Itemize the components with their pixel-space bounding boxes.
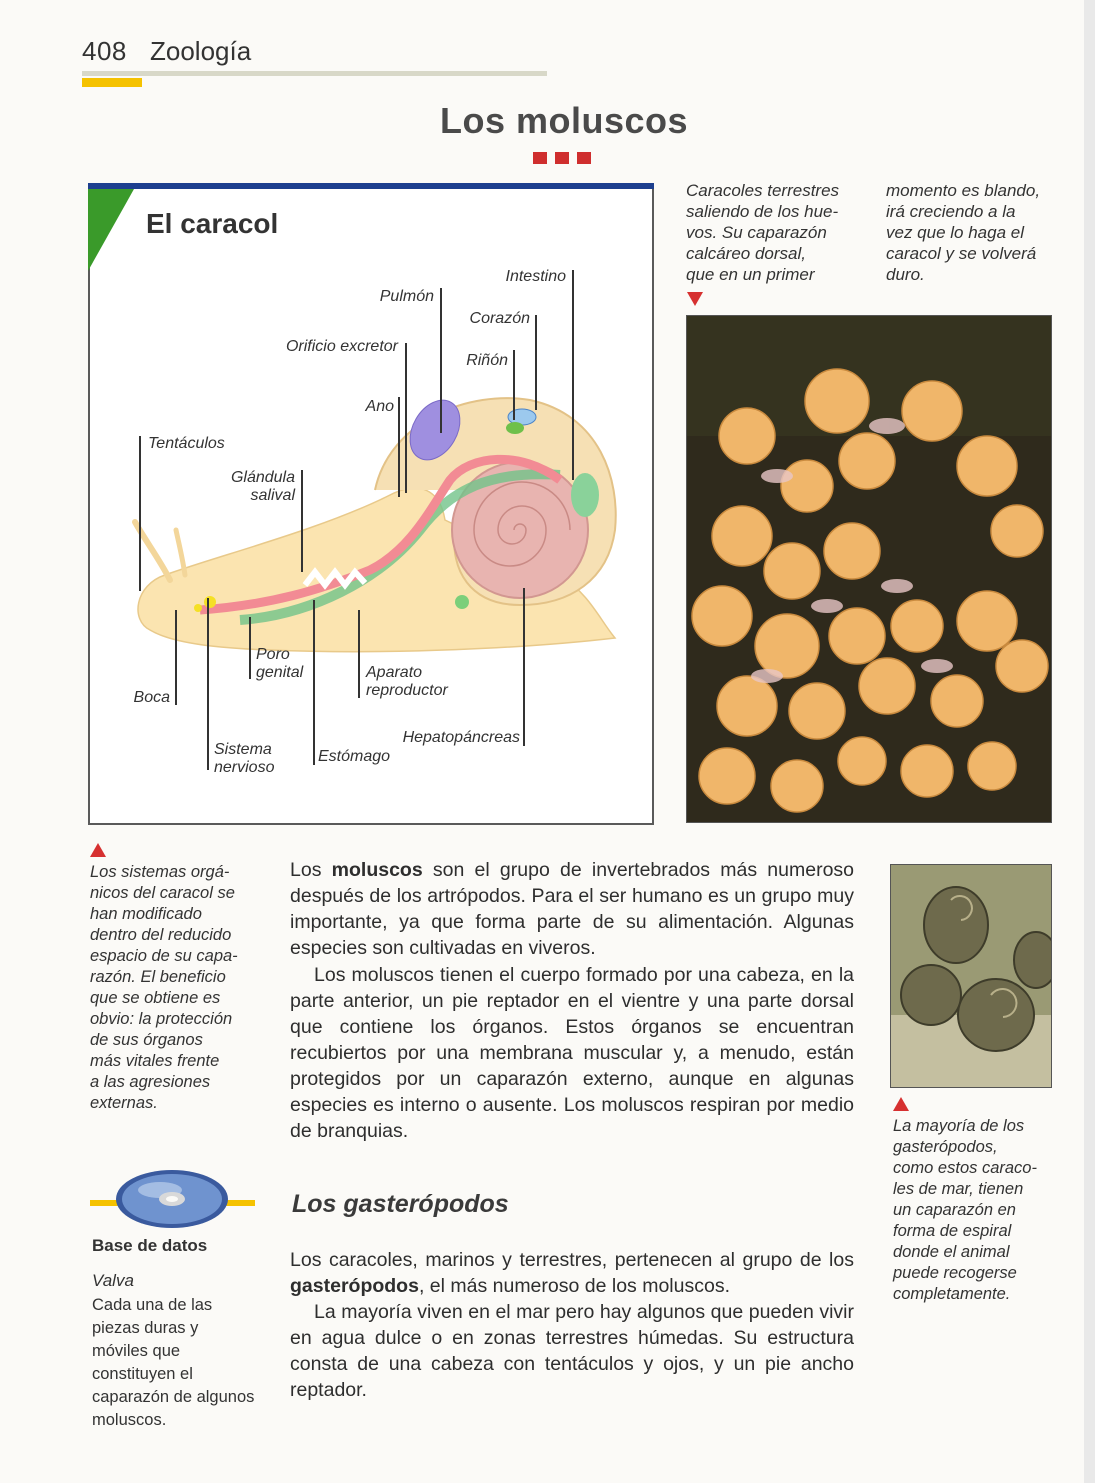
header-rule — [82, 71, 547, 76]
cd-rom-icon — [115, 1168, 230, 1230]
leader-line — [207, 598, 209, 770]
sea-snails-caption: La mayoría de los gasterópodos, como estos caraco- les de mar, tienen un caparazón en forma de espiral donde el animal puede recogerse completamente. — [893, 1117, 1037, 1303]
label-aparato-reproductor: Aparato reproductor — [366, 664, 448, 699]
caption-pointer-down-icon — [687, 292, 703, 306]
body-paragraph-4: La mayoría viven en el mar pero hay algunos que pueden vivir en agua dulce o en zonas terrestres húmedas. Su estructura consta de una cabeza con tentáculos y ojos, y un pie ancho reptador. — [290, 1301, 854, 1401]
photo-caption-col1: Caracoles terrestres saliendo de los hue- vos. Su caparazón calcáreo dorsal, que en un primer — [686, 181, 840, 284]
page-edge — [1084, 0, 1095, 1483]
database-definition: Cada una de las piezas duras y móviles que constituyen el caparazón de algunos moluscos. — [92, 1296, 255, 1429]
leader-line — [301, 470, 303, 572]
leader-line — [313, 600, 315, 765]
leader-line — [572, 270, 574, 480]
page-title: Los moluscos — [440, 100, 689, 141]
leader-line — [405, 343, 407, 493]
label-ano: Ano — [365, 398, 394, 415]
leader-line — [249, 617, 251, 679]
database-title: Base de datos — [92, 1236, 208, 1255]
diagram-caption: Los sistemas orgá- nicos del caracol se han modificado dentro del reducido espacio de su capa- razón. El beneficio que se obtiene es obvio: la protección de sus órganos más vitales frente a las agresiones externas. — [90, 863, 238, 1112]
leader-line — [535, 315, 537, 410]
photo-caption-col2: momento es blando, irá creciendo a la vez que lo haga el caracol y se volverá duro. — [886, 181, 1041, 284]
leader-line — [523, 588, 525, 746]
leader-line — [175, 610, 177, 705]
header-accent-bar — [82, 78, 142, 87]
caption-pointer-up-icon — [893, 1097, 909, 1111]
label-poro-genital: Poro genital — [256, 646, 304, 681]
database-term: Valva — [92, 1271, 134, 1290]
page-number: 408 — [82, 36, 127, 66]
leader-line — [398, 397, 400, 497]
section-subheading: Los gasterópodos — [292, 1190, 509, 1218]
label-intestino: Intestino — [505, 268, 566, 285]
label-orificio-excretor: Orificio excretor — [285, 338, 398, 355]
diagram-corner-triangle — [88, 189, 134, 271]
leader-line — [513, 350, 515, 420]
title-ornament-square — [577, 152, 591, 164]
sea-snails-photo — [890, 864, 1052, 1088]
label-sistema-nervioso: Sistema nervioso — [214, 741, 275, 776]
label-hepatopancreas: Hepatopáncreas — [402, 729, 520, 746]
caption-pointer-up-icon — [90, 843, 106, 857]
title-ornament-square — [533, 152, 547, 164]
leader-line — [358, 610, 360, 698]
title-ornament-square — [555, 152, 569, 164]
label-pulmon: Pulmón — [379, 288, 434, 305]
label-boca: Boca — [133, 689, 170, 706]
diagram-heading: El caracol — [146, 208, 279, 239]
label-glandula: Glándula salival — [230, 469, 295, 504]
snail-hatchlings-photo — [686, 315, 1052, 823]
label-tentaculos: Tentáculos — [148, 435, 225, 452]
section-title: Zoología — [150, 36, 252, 66]
label-estomago: Estómago — [318, 748, 391, 765]
label-corazon: Corazón — [469, 310, 530, 327]
body-paragraph-3: Los caracoles, marinos y terrestres, pertenecen al grupo de los gasterópodos, el más numeroso de los moluscos. — [290, 1249, 854, 1297]
snail-anatomy-illustration — [90, 380, 650, 660]
body-paragraph-1: Los moluscos son el grupo de invertebrados más numeroso después de los artrópodos. Para el ser humano es un grupo muy importante, ya que forma parte de su alimentación. Algunas especies son cultivadas en viveros. — [290, 859, 855, 959]
diagram-top-bar — [88, 183, 654, 189]
body-paragraph-2: Los moluscos tienen el cuerpo formado por una cabeza, en la parte anterior, un pie reptador en el vientre y una parte dorsal que contiene los órganos. Estos órganos se encuentran recubiertos por una membrana muscular y, a menudo, están protegidos por un caparazón externo, aunque en algunas especies es interno o ausente. Los moluscos respiran por medio de branquias. — [290, 964, 854, 1142]
label-rinon: Riñón — [466, 352, 508, 369]
leader-line — [139, 436, 141, 591]
